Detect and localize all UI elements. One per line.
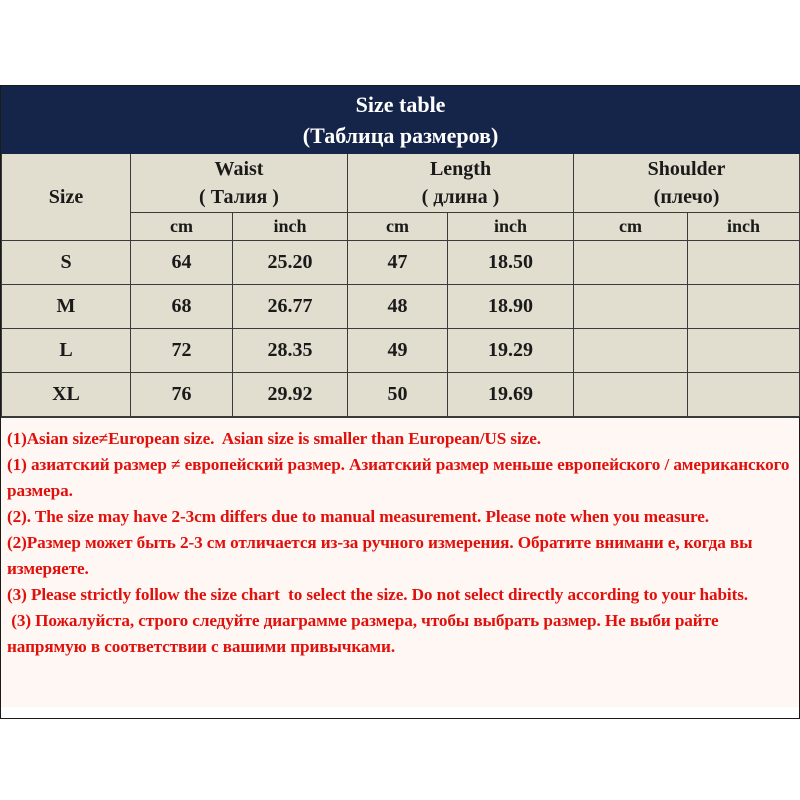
header-size: Size [2,154,131,241]
waist-cm-cell: 68 [131,285,233,329]
header-length-en: Length [429,158,492,180]
shoulder-cm-cell [574,329,688,373]
table-title [2,87,800,154]
table-row [2,329,800,373]
length-inch-cell: 19.69 [448,373,574,417]
header-shoulder-ru: (плечо) [653,186,720,208]
length-inch-cell: 19.29 [448,329,574,373]
header-length [348,154,574,213]
header-waist [131,154,348,213]
waist-inch-cell: 29.92 [233,373,348,417]
shoulder-inch-cell [688,373,800,417]
unit-waist-inch: inch [233,213,348,241]
table-row [2,285,800,329]
size-cell: S [2,241,131,285]
length-cm-cell: 49 [348,329,448,373]
header-waist-ru: ( Талия ) [199,186,279,208]
note-line: (1) азиатский размер ≠ европейский размер. Азиатский размер меньше европейского / американского размера. [7,455,794,500]
note-line: (3) Please strictly follow the size chart to select the size. Do not select directly according to your habits. [7,585,748,604]
size-chart [0,85,800,719]
waist-cm-cell: 76 [131,373,233,417]
shoulder-inch-cell [688,241,800,285]
header-waist-en: Waist [214,158,264,180]
note-line: (2)Размер может быть 2-3 см отличается из-за ручного измерения. Обратите внимани е, когда вы измеряете. [7,533,757,578]
note-line: (1)Asian size≠European size. Asian size is smaller than European/US size. [7,429,541,448]
header-length-ru: ( длина ) [421,186,500,208]
size-cell: L [2,329,131,373]
waist-cm-cell: 64 [131,241,233,285]
title-ru: (Таблица размеров) [302,123,499,148]
shoulder-inch-cell [688,329,800,373]
waist-cm-cell: 72 [131,329,233,373]
shoulder-cm-cell [574,285,688,329]
note-line: (3) Пожалуйста, строго следуйте диаграмме размера, чтобы выбрать размер. Не выби райте напрямую в соответствии с вашими привычками. [7,611,723,656]
unit-shoulder-cm: cm [574,213,688,241]
unit-waist-cm: cm [131,213,233,241]
table-row [2,373,800,417]
shoulder-cm-cell [574,373,688,417]
title-en: Size table [355,92,446,117]
header-shoulder-en: Shoulder [647,158,726,180]
header-shoulder [574,154,800,213]
shoulder-inch-cell [688,285,800,329]
unit-length-cm: cm [348,213,448,241]
length-cm-cell: 48 [348,285,448,329]
size-notes [1,417,799,707]
length-cm-cell: 50 [348,373,448,417]
size-cell: XL [2,373,131,417]
length-cm-cell: 47 [348,241,448,285]
waist-inch-cell: 25.20 [233,241,348,285]
size-table [1,86,800,417]
waist-inch-cell: 26.77 [233,285,348,329]
table-row [2,241,800,285]
unit-shoulder-inch: inch [688,213,800,241]
note-line: (2). The size may have 2-3cm differs due to manual measurement. Please note when you measure. [7,507,709,526]
unit-length-inch: inch [448,213,574,241]
length-inch-cell: 18.90 [448,285,574,329]
waist-inch-cell: 28.35 [233,329,348,373]
size-cell: M [2,285,131,329]
shoulder-cm-cell [574,241,688,285]
length-inch-cell: 18.50 [448,241,574,285]
